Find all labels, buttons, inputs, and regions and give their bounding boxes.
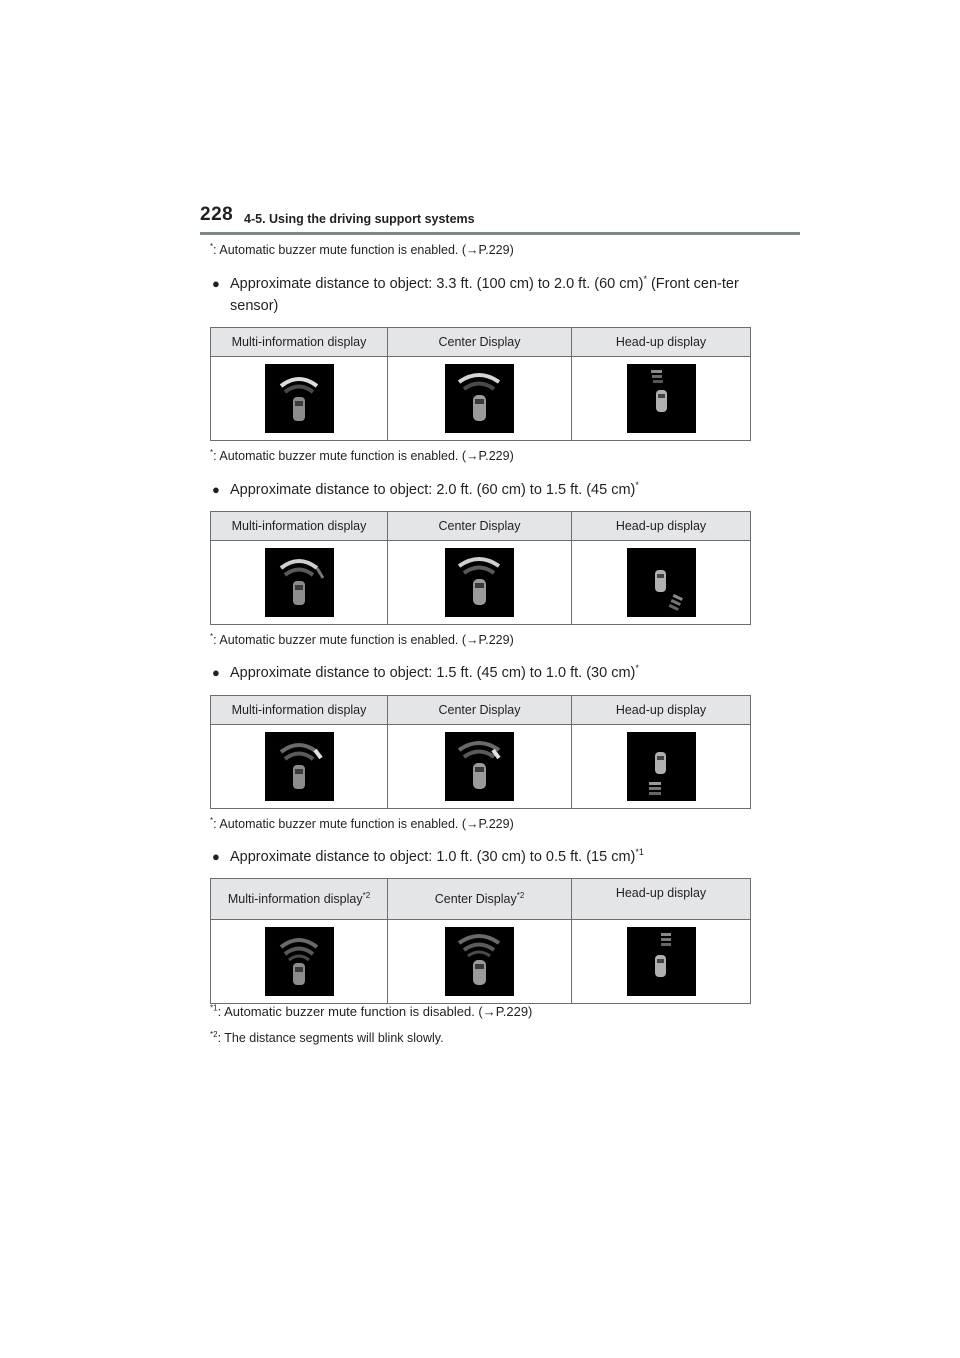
footnote-mute-enabled: *: Automatic buzzer mute function is enabled. (→P.229) xyxy=(210,631,514,647)
parking-sensor-display-image xyxy=(627,364,696,433)
col-center-display: Center Display xyxy=(388,328,572,357)
page-number: 228 xyxy=(200,204,234,225)
col-multi-info: Multi-information display xyxy=(211,512,388,541)
distance-item xyxy=(212,479,752,501)
parking-sensor-display-image xyxy=(265,732,334,801)
parking-sensor-display-image xyxy=(445,732,514,801)
display-table xyxy=(210,695,751,809)
page-header xyxy=(200,204,800,236)
distance-item xyxy=(212,273,752,317)
bullet: ● xyxy=(212,849,220,864)
distance-text: Approximate distance to object: 1.5 ft. (45 cm) to 1.0 ft. (30 cm)* xyxy=(230,663,639,681)
parking-sensor-display-image xyxy=(627,927,696,996)
footnote-mute-disabled: $^{*1}$: Automatic buzzer mute function is disabled. (→P.229) xyxy=(210,1003,533,1019)
footnote-blink-slowly: $^{*2}$: The distance segments will blink slowly. xyxy=(210,1029,444,1045)
bullet: ● xyxy=(212,665,220,680)
col-center-display: Center Display$^{*2}$ xyxy=(388,879,572,920)
distance-text: Approximate distance to object: 1.0 ft. (30 cm) to 0.5 ft. (15 cm)$^{*1}$ xyxy=(230,847,644,865)
parking-sensor-display-image xyxy=(627,732,696,801)
parking-sensor-display-image xyxy=(265,548,334,617)
header-rule xyxy=(200,232,800,235)
parking-sensor-display-image xyxy=(265,927,334,996)
footnote-mute-enabled: *: Automatic buzzer mute function is enabled. (→P.229) xyxy=(210,815,514,831)
footnote-mute-enabled: *: Automatic buzzer mute function is enabled. (→P.229) xyxy=(210,447,514,463)
bullet: ● xyxy=(212,276,220,291)
footnote-mute-enabled xyxy=(210,243,514,257)
col-head-up: Head-up display xyxy=(572,328,751,357)
distance-text: Approximate distance to object: 2.0 ft. (60 cm) to 1.5 ft. (45 cm)* xyxy=(230,480,639,498)
col-head-up: Head-up display xyxy=(572,512,751,541)
display-table xyxy=(210,511,751,625)
col-head-up: Head-up display xyxy=(572,696,751,725)
parking-sensor-display-image xyxy=(445,927,514,996)
bullet: ● xyxy=(212,482,220,497)
footnote-text: : Automatic buzzer mute function is enabled. (→P.229) xyxy=(213,243,514,257)
distance-item xyxy=(212,662,752,684)
col-multi-info: Multi-information display xyxy=(211,328,388,357)
display-table xyxy=(210,327,751,441)
distance-item xyxy=(212,846,752,868)
section-title: 4-5. Using the driving support systems xyxy=(244,212,475,226)
col-center-display: Center Display xyxy=(388,696,572,725)
col-multi-info: Multi-information display xyxy=(211,696,388,725)
col-center-display: Center Display xyxy=(388,512,572,541)
parking-sensor-display-image xyxy=(445,548,514,617)
display-table xyxy=(210,878,751,1004)
distance-text: Approximate distance to object: 3.3 ft. (100 cm) to 2.0 ft. (60 cm)* (Front cen-ter sensor) xyxy=(230,274,739,314)
parking-sensor-display-image xyxy=(627,548,696,617)
col-head-up: Head-up display xyxy=(572,879,751,920)
footnote-mark: * xyxy=(210,241,214,251)
parking-sensor-display-image xyxy=(445,364,514,433)
parking-sensor-display-image xyxy=(265,364,334,433)
col-multi-info: Multi-information display$^{*2}$ xyxy=(211,879,388,920)
